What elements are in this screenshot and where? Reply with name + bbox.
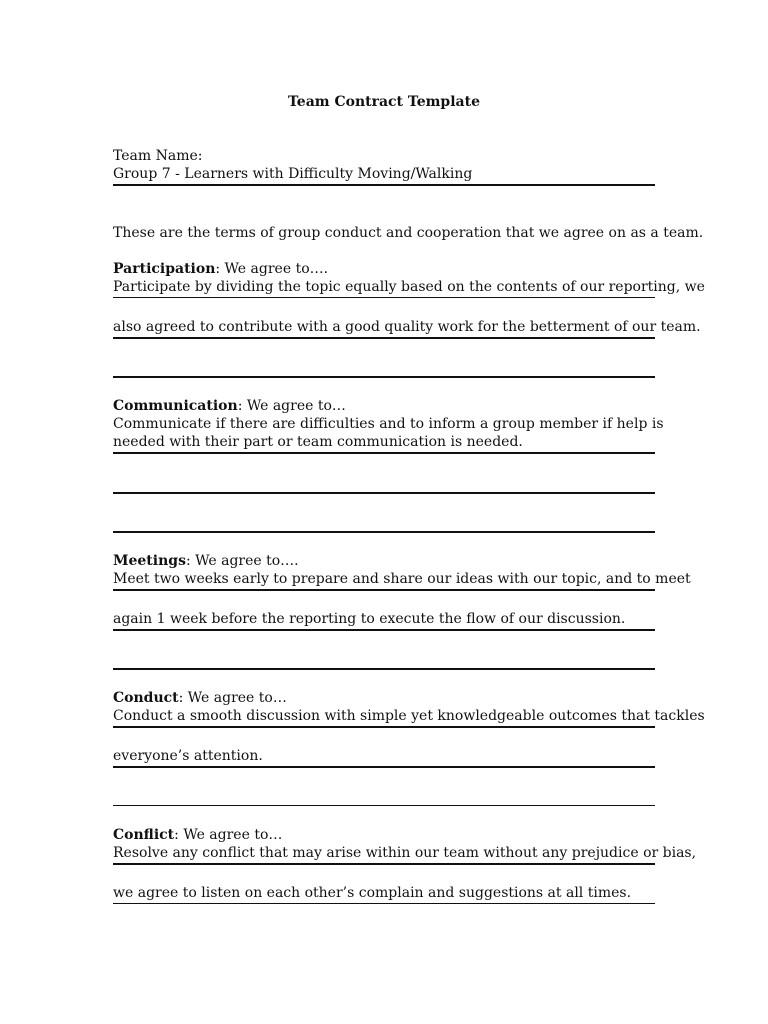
participation-rule-1 xyxy=(113,297,655,298)
communication-line-1: Communicate if there are difficulties and to inform a group member if help is xyxy=(113,416,664,432)
participation-heading-label: Participation xyxy=(113,261,216,277)
document-title: Team Contract Template xyxy=(287,94,480,110)
communication-rule-3 xyxy=(113,531,655,533)
communication-prompt: : We agree to… xyxy=(237,398,346,414)
conflict-rule-1 xyxy=(113,863,655,865)
participation-line-1: Participate by dividing the topic equally based on the contents of our reporting, we xyxy=(113,279,705,295)
meetings-rule-2 xyxy=(113,629,655,631)
participation-heading xyxy=(113,260,328,278)
communication-heading xyxy=(113,397,346,415)
meetings-prompt: : We agree to…. xyxy=(185,553,299,569)
conflict-line-1: Resolve any conflict that may arise within our team without any prejudice or bias, xyxy=(113,845,697,861)
meetings-rule-1 xyxy=(113,589,655,591)
communication-rule-2 xyxy=(113,492,655,494)
team-name-rule xyxy=(113,184,655,186)
participation-prompt: : We agree to…. xyxy=(215,261,329,277)
meetings-heading-label: Meetings xyxy=(113,553,186,569)
meetings-heading xyxy=(113,552,299,570)
conflict-line-2: we agree to listen on each other’s complain and suggestions at all times. xyxy=(113,885,632,901)
participation-rule-2 xyxy=(113,337,655,339)
conduct-heading xyxy=(113,689,287,707)
communication-line-2: needed with their part or team communication is needed. xyxy=(113,434,523,450)
conduct-heading-label: Conduct xyxy=(113,690,179,706)
conflict-prompt: : We agree to… xyxy=(174,827,283,843)
meetings-line-2: again 1 week before the reporting to execute the flow of our discussion. xyxy=(113,611,626,627)
conduct-line-1: Conduct a smooth discussion with simple yet knowledgeable outcomes that tackles xyxy=(113,708,705,724)
conduct-rule-3 xyxy=(113,805,655,806)
intro-text: These are the terms of group conduct and cooperation that we agree on as a team. xyxy=(113,225,704,241)
conflict-rule-2 xyxy=(113,903,655,904)
communication-rule-1 xyxy=(113,452,655,454)
meetings-line-1: Meet two weeks early to prepare and share our ideas with our topic, and to meet xyxy=(113,571,691,587)
team-name-label: Team Name: xyxy=(113,148,203,164)
participation-line-2: also agreed to contribute with a good quality work for the betterment of our team. xyxy=(113,319,701,335)
team-name-value: Group 7 - Learners with Difficulty Moving/Walking xyxy=(113,166,473,182)
conflict-heading xyxy=(113,826,282,844)
conflict-heading-label: Conflict xyxy=(113,827,175,843)
meetings-rule-3 xyxy=(113,668,655,670)
communication-heading-label: Communication xyxy=(113,398,238,414)
participation-rule-3 xyxy=(113,376,655,378)
conduct-prompt: : We agree to… xyxy=(178,690,287,706)
conduct-rule-2 xyxy=(113,766,655,768)
conduct-line-2: everyone’s attention. xyxy=(113,748,263,764)
conduct-rule-1 xyxy=(113,726,655,728)
